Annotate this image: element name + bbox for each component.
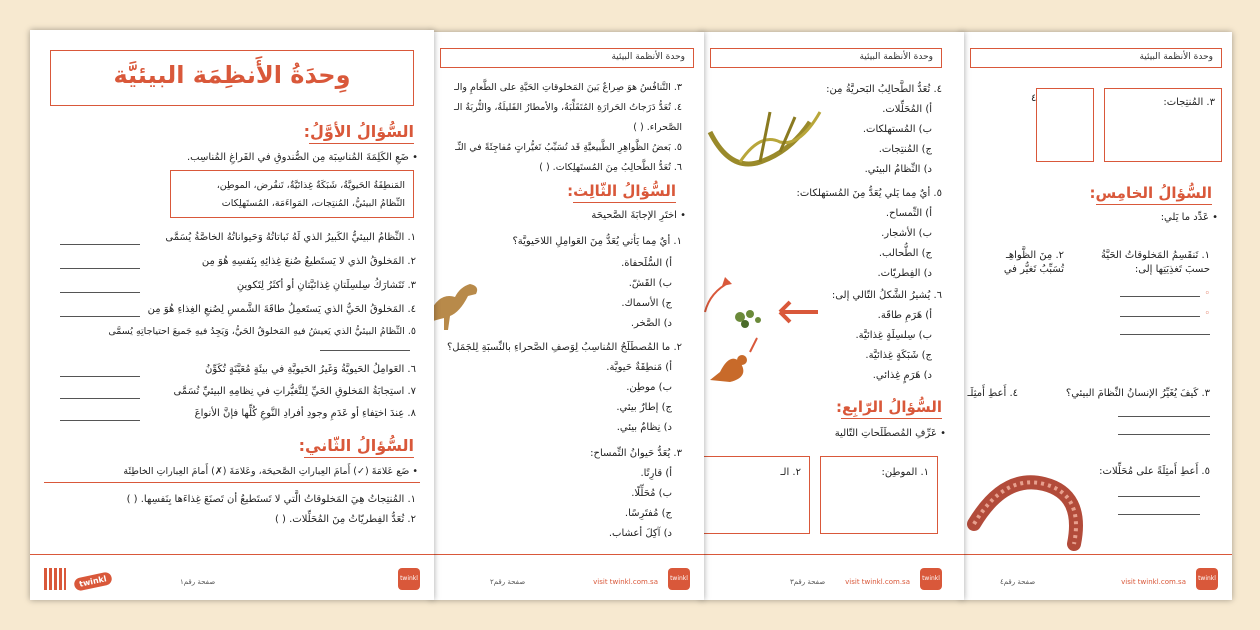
twinkl-badge-icon: twinkl <box>668 568 690 590</box>
footer-url: visit twinkl.com.sa <box>593 578 658 586</box>
option: ج) شَبَكَةٍ غِذائيَّة. <box>865 350 932 361</box>
question-2-instruction: • ضَع عَلامَةَ (✓) أَمامَ العِباراتِ الصَّحيحَة، وعَلامَةَ (✗) أَمامَ العِباراتِ الخاطِئَة <box>123 466 418 477</box>
fill-item: ٧. استِجابَةُ المَخلوقِ الحَيِّ لِلتَّغيُّراتِ في نِظامِهِ البيئيِّ تُسَمَّى <box>173 386 416 397</box>
box-label: ٤ <box>1031 93 1037 104</box>
fill-item: ٥. النِّظامُ البيئيُّ الذي يَعيشُ فيهِ المَخلوقُ الحَيُّ، وَيَجِدُ فيهِ جَميعَ احتياجاتِهِ يُسمَّى <box>108 326 416 337</box>
statement: ٦. تُعَدُّ الطَّحالِبُ مِنَ المُستَهلِكات. ( ) <box>539 162 682 173</box>
fill-item: ٢. المَخلوقُ الذي لا يَستَطيعُ صُنعَ غِذائِهِ بِنَفسِهِ هُوَ مِن <box>201 256 416 267</box>
fill-item: ٦. العَوامِلُ الحَيويَّةُ وَغَيرُ الحَيويَّةِ في بيئَةٍ مُعَيَّنَةٍ تُكَوِّنُ <box>204 364 416 375</box>
question-5-title: السُّؤالُ الخامِس: <box>1089 184 1212 202</box>
word-bank-box <box>170 170 414 218</box>
q6-text: ٦. يُشيرُ الشَّكلُ التّالي إلى: <box>831 290 942 301</box>
option: أ) مَنطِقَةٌ حَيويَّة. <box>606 362 672 373</box>
q5-text: ٥. أيٌ مِما يَلي يُعَدُّ مِنَ المُستهلكات: <box>796 188 942 199</box>
page-header: وحدة الأنظمة البيئية <box>970 48 1222 68</box>
option: أ) قارِتًا. <box>640 468 672 479</box>
box-label: ١. الموطِن: <box>881 467 929 478</box>
page-footer <box>700 554 964 600</box>
tf-item: ١. المُنتِجاتُ هِيَ المَخلوقاتُ الَّتي لا تَستَطيعُ أن تَصنَعَ غِذاءَها بِنَفسِها. ( ) <box>126 494 416 505</box>
q3-3-text: ٣. يُعَدُّ حَيوانُ التِّمساح: <box>590 448 682 459</box>
option: ب) الأشجار. <box>881 228 932 239</box>
question-2-title: السُّؤالُ الثّاني: <box>298 436 414 455</box>
page-header: وحدة الأنظمة البيئية <box>710 48 942 68</box>
option: د) هَرَمٍ غِذائي. <box>872 370 932 381</box>
statement: الصَّحراء. ( ) <box>633 122 682 133</box>
camel-illustration <box>430 272 480 332</box>
option: ج) المُنتِجات. <box>878 144 932 155</box>
worksheet-page-3 <box>700 32 964 600</box>
definition-box-4 <box>1031 88 1094 162</box>
option: ج) الأسماك. <box>621 298 672 309</box>
option: د) النِّظامُ البيئي. <box>864 164 932 175</box>
question-1-title: السُّؤالُ الأوَّلُ: <box>303 122 414 141</box>
option: ج) مُفتَرِسًا. <box>624 508 672 519</box>
option: ج) الطُّحالب. <box>878 248 932 259</box>
definition-box-habitat <box>820 456 938 534</box>
twinkl-badge-icon: twinkl <box>920 568 942 590</box>
seaweed-illustration <box>700 92 830 192</box>
worksheet-page-4 <box>960 32 1232 600</box>
option: د) الفِطريّات. <box>877 268 932 279</box>
option: د) نِظامٌ بيئي. <box>616 422 672 433</box>
food-chain-diagram <box>700 252 840 422</box>
q3-2-text: ٢. ما المُصطَلَحُ المُناسِبُ لِوَصفِ الصَّحراءِ بالنِّسبَةِ لِلجَمَل؟ <box>447 342 682 353</box>
fill-item: ٨. عِندَ اختِفاءِ أو عَدَمِ وجودِ أفرادِ النَّوعِ كُلِّها فإنَّ الأنواعَ <box>194 408 416 419</box>
page-number: صفحة رقم١ <box>180 578 216 586</box>
tf-item: ٢. تُعَدُّ الفِطريّاتُ مِنَ المُحَلِّلات. ( ) <box>274 514 416 525</box>
q4-text: ٤. تُعَدُّ الطَّحالِبُ البَحريَّةُ مِن: <box>826 84 942 95</box>
question-1-instruction: • ضَعِ الكَلِمَةَ المُناسِبَة مِن الصُّندوقِ في الفَراغِ المُناسِب. <box>186 152 418 163</box>
bullet: ◦ <box>1204 308 1210 319</box>
centipede-illustration <box>964 444 1104 554</box>
page-header: وحدة الأنظمة البيئية <box>440 48 694 68</box>
option: أ) هَرَمِ طاقَة. <box>877 310 932 321</box>
option: أ) المُحَلِّلات. <box>882 104 932 115</box>
item-1a: ١. تَنقَسِمُ المَخلوقاتُ الحَيَّةُ <box>1101 250 1210 261</box>
question-3-instruction: • اختَرِ الإجابَةَ الصَّحيحَة <box>591 210 686 221</box>
option: ب) سِلسِلَةٍ غِذائيَّة. <box>855 330 932 341</box>
worksheet-page-1 <box>30 30 434 600</box>
fill-item: ٤. المَخلوقُ الحَيُّ الذي يَستَعمِلُ طاقَةَ الشَّمسِ لِصُنعِ الغِذاءِ هُوَ مِن <box>147 304 416 315</box>
box-label: ٣. المُنتِجات: <box>1163 97 1215 108</box>
box-label: ٢. الـ <box>780 467 801 478</box>
option: ج) إطارٌ بيئي. <box>616 402 672 413</box>
item-3: ٣. كَيفَ يُغَيِّرُ الإنسانُ النِّظامَ البيئي؟ <box>1065 388 1210 399</box>
fill-item: ٣. تَتَشارَكُ سِلسِلَتانِ غِذائيَّتانِ أو أكثَرُ لِتَكوينِ <box>236 280 416 291</box>
option: أ) السُّلَحفاة. <box>621 258 672 269</box>
word-bank-line: المَنطِقَةُ الحَيويَّةُ، شَبَكَةٌ غِذائيَّةٌ، تَنقُرض، الموطِن، <box>216 180 405 191</box>
item-1b: حسبَ تَغذِيَتِها إلى: <box>1134 264 1210 275</box>
footer-url: visit twinkl.com.sa <box>1121 578 1186 586</box>
twinkl-badge-icon: twinkl <box>398 568 420 590</box>
item-5: ٥. أَعطِ أَمثِلَةً على مُحَلِّلات: <box>1099 466 1210 477</box>
worksheet-page-2 <box>430 32 704 600</box>
page-footer <box>960 554 1232 600</box>
question-5-instruction: • عَدِّد ما يَلي: <box>1160 212 1218 223</box>
q3-1-text: ١. أيٌ مِما يَأتي يُعَدُّ مِنَ العَوامِلِ اللاحَيويَّة؟ <box>512 236 682 247</box>
option: ب) مُحَلِّلًا. <box>631 488 672 499</box>
title-box <box>50 50 414 106</box>
footer-url: visit twinkl.com.sa <box>845 578 910 586</box>
page-number: صفحة رقم٣ <box>790 578 826 586</box>
item-4: ٤. أَعطِ أَمثِلَـ <box>967 388 1018 399</box>
question-4-title: السُّؤالُ الرّابِع: <box>836 398 942 416</box>
statement: ٥. بَعضُ الظَّواهِرِ الطَّبيعيَّةِ قَد تُسَبِّبُ تَغيُّراتٍ مُفاجِئَةً في النِّـ <box>455 142 682 153</box>
qr-code-icon <box>44 568 66 590</box>
page-footer <box>430 554 704 600</box>
statement: ٤. تُعَدُّ دَرَجاتُ الحَرارَةِ المُتَقَلِّبَةُ، والأمطارُ القَليلَةُ، والتُّربَةُ الـ <box>454 102 682 113</box>
definition-box-2 <box>700 456 810 534</box>
option: ب) القَشّ. <box>628 278 672 289</box>
option: أ) التِّمساح. <box>885 208 932 219</box>
page-title: وِحدَةُ الأَنظِمَة البيئيَّة <box>113 61 351 89</box>
item-2a: ٢. مِنَ الظَّواهِـ <box>1005 250 1064 261</box>
fill-item: ١. النِّظامُ البيئيُّ الكَبيرُ الذي لَهُ نَباتاتُهُ وَحَيواناتُهُ الخاصَّةُ يُسَمَّى <box>165 232 416 243</box>
definition-box-producers <box>1104 88 1222 162</box>
twinkl-badge-icon: twinkl <box>1196 568 1218 590</box>
twinkl-logo: twinkl <box>73 571 113 592</box>
option: ب) موطِن. <box>626 382 672 393</box>
word-bank-line: النِّظامُ البيئيُّ، المُنتِجات، المَواءَمَة، المُستَهلِكات <box>221 198 405 209</box>
item-2b: تُسَبِّبُ تَغيُّر في <box>1003 264 1064 275</box>
option: ب) المُستهلكات. <box>862 124 932 135</box>
option: د) آكِلَ أعشاب. <box>608 528 672 539</box>
page-footer <box>30 554 434 600</box>
page-number: صفحة رقم٤ <box>1000 578 1036 586</box>
page-number: صفحة رقم٢ <box>490 578 526 586</box>
option: د) الصَّخر. <box>630 318 672 329</box>
statement: ٣. التَّنافُسُ هوَ صِراعٌ بَينَ المَخلوقاتِ الحَيَّةِ على الطَّعامِ والـ <box>454 82 682 93</box>
bullet: ◦ <box>1204 288 1210 299</box>
question-4-instruction: • عَرِّفِ المُصطَلَحاتِ التّالية <box>834 428 946 439</box>
question-3-title: السُّؤالُ الثّالِث: <box>567 182 676 200</box>
